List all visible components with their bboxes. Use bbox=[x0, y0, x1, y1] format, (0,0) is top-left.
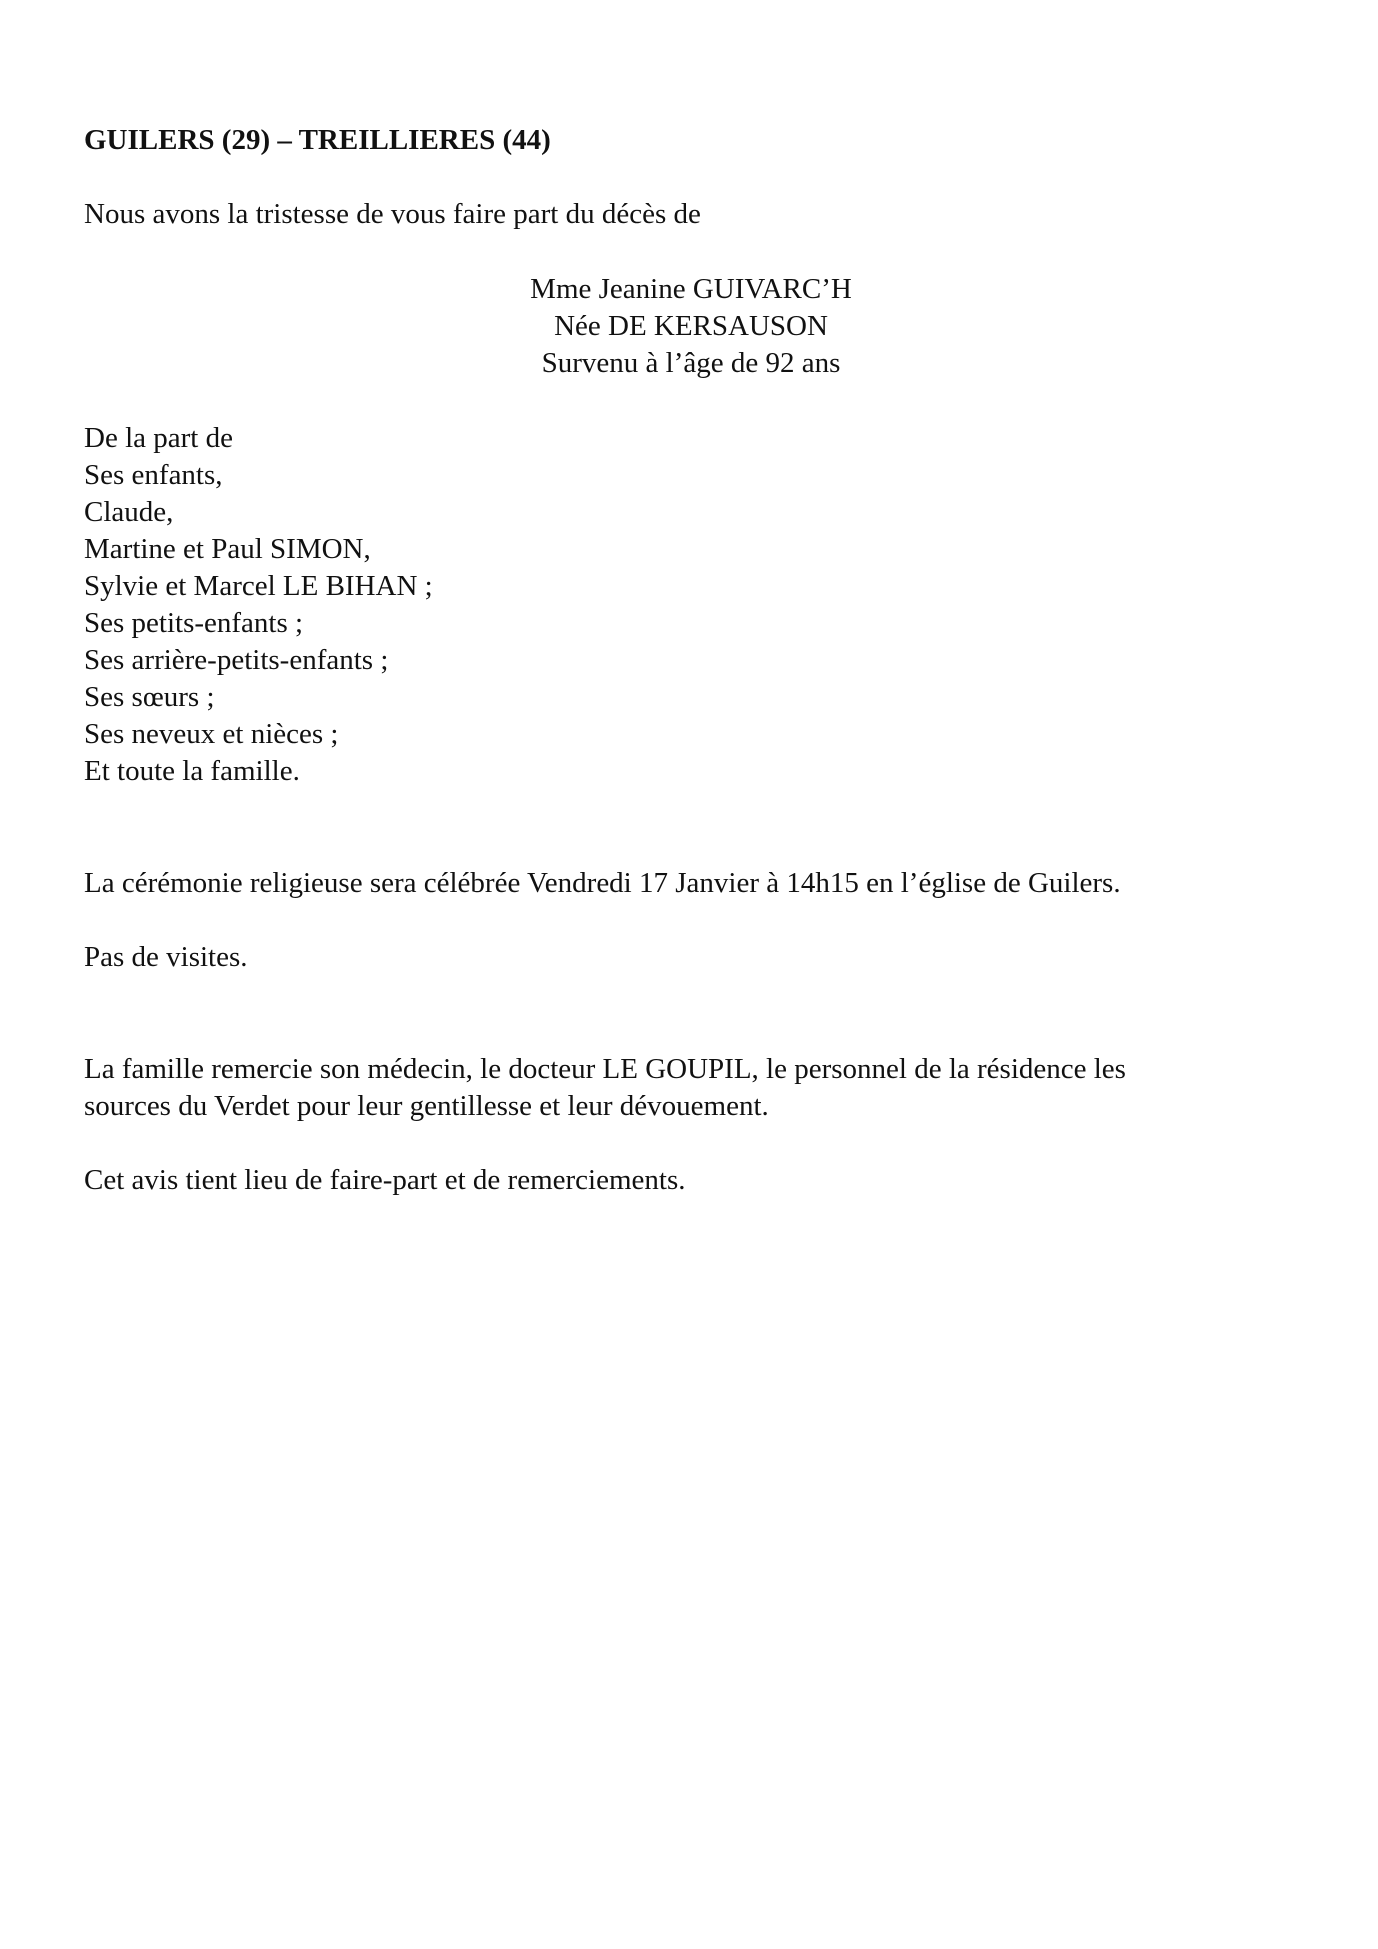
family-line: Ses enfants, bbox=[84, 459, 223, 491]
deceased-born bbox=[0, 308, 1378, 345]
family-line: Ses arrière-petits-enfants ; bbox=[84, 644, 389, 676]
deceased-name bbox=[0, 271, 1378, 308]
family-line: Ses petits-enfants ; bbox=[84, 607, 304, 639]
ceremony-text: La cérémonie religieuse sera célébrée Vendredi 17 Janvier à 14h15 en l’église de Guilers. bbox=[84, 867, 1121, 899]
deceased-age-text: Survenu à l’âge de 92 ans bbox=[541, 347, 841, 379]
family-line: Ses neveux et nièces ; bbox=[84, 718, 339, 750]
family-line: Martine et Paul SIMON, bbox=[84, 533, 371, 565]
notice-title: GUILERS (29) – TREILLIERES (44) bbox=[84, 124, 551, 156]
family-line: Claude, bbox=[84, 496, 174, 528]
intro-text: Nous avons la tristesse de vous faire part du décès de bbox=[84, 198, 701, 230]
deceased-born-text: Née DE KERSAUSON bbox=[554, 310, 828, 342]
deceased-name-text: Mme Jeanine GUIVARC’H bbox=[530, 273, 852, 305]
family-line: De la part de bbox=[84, 422, 233, 454]
family-line: Sylvie et Marcel LE BIHAN ; bbox=[84, 570, 433, 602]
closing-text: Cet avis tient lieu de faire-part et de remerciements. bbox=[84, 1164, 686, 1196]
thanks-line: La famille remercie son médecin, le docteur LE GOUPIL, le personnel de la résidence les bbox=[84, 1053, 1126, 1085]
deceased-age bbox=[0, 345, 1378, 382]
visits-text: Pas de visites. bbox=[84, 941, 248, 973]
family-line: Et toute la famille. bbox=[84, 755, 300, 787]
thanks-line: sources du Verdet pour leur gentillesse et leur dévouement. bbox=[84, 1090, 769, 1122]
family-line: Ses sœurs ; bbox=[84, 681, 215, 713]
